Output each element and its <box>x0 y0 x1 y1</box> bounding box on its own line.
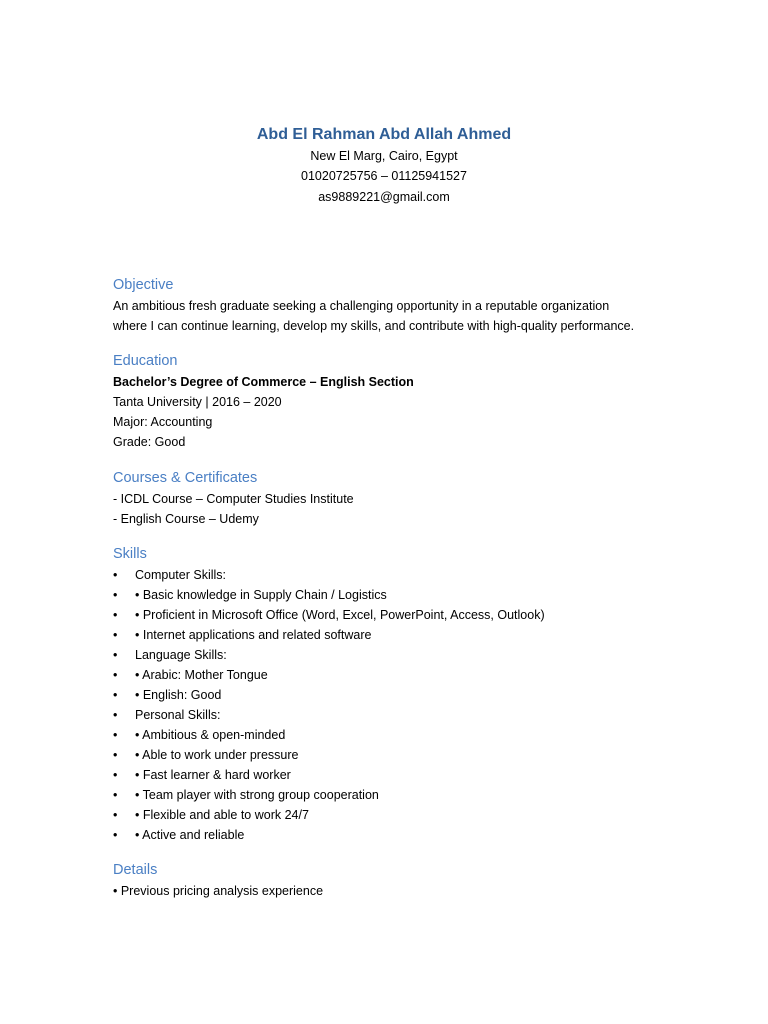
bullet-icon: • <box>113 808 118 822</box>
courses-section <box>113 467 673 529</box>
candidate-name: Abd El Rahman Abd Allah Ahmed <box>256 126 512 143</box>
skill-item <box>113 625 673 645</box>
skill-item <box>113 605 673 625</box>
address-text: New El Marg, Cairo, Egypt <box>310 149 458 163</box>
bullet-icon: • <box>113 688 118 702</box>
skill-item <box>113 665 673 685</box>
objective-section <box>113 274 673 336</box>
skill-text: • Team player with strong group cooperation <box>135 788 379 802</box>
major-text: Major: Accounting <box>113 415 213 429</box>
skills-heading: Skills <box>113 546 147 562</box>
education-heading: Education <box>113 353 178 369</box>
bullet-icon: • <box>113 748 118 762</box>
skill-item <box>113 705 673 725</box>
bullet-icon: • <box>113 568 118 582</box>
skills-section <box>113 543 673 845</box>
bullet-icon: • <box>113 588 118 602</box>
skill-item <box>113 565 673 585</box>
skill-item <box>113 645 673 665</box>
objective-line: An ambitious fresh graduate seeking a challenging opportunity in a reputable organization <box>113 299 610 313</box>
skill-text: • Basic knowledge in Supply Chain / Logistics <box>135 588 387 602</box>
skill-text: • English: Good <box>135 688 222 702</box>
bullet-icon: • <box>113 768 118 782</box>
skill-item <box>113 825 673 845</box>
skill-item <box>113 765 673 785</box>
university-text: Tanta University | 2016 – 2020 <box>113 395 282 409</box>
course-item: - ICDL Course – Computer Studies Institute <box>113 492 354 506</box>
bullet-icon: • <box>113 728 118 742</box>
skill-text: Computer Skills: <box>135 568 226 582</box>
skill-text: • Proficient in Microsoft Office (Word, Excel, PowerPoint, Access, Outlook) <box>135 608 545 622</box>
skill-text: • Arabic: Mother Tongue <box>135 668 268 682</box>
bullet-icon: • <box>113 668 118 682</box>
skill-text: • Fast learner & hard worker <box>135 768 291 782</box>
bullet-icon: • <box>113 828 118 842</box>
degree-text: Bachelor’s Degree of Commerce – English Section <box>113 375 414 389</box>
skill-item <box>113 585 673 605</box>
grade-text: Grade: Good <box>113 435 186 449</box>
skill-text: • Able to work under pressure <box>135 748 299 762</box>
skill-text: • Flexible and able to work 24/7 <box>135 808 309 822</box>
skill-item <box>113 745 673 765</box>
bullet-icon: • <box>113 648 118 662</box>
education-section <box>113 350 673 452</box>
skill-text: Personal Skills: <box>135 708 221 722</box>
skill-text: • Internet applications and related software <box>135 628 372 642</box>
bullet-icon: • <box>113 708 118 722</box>
details-item: • Previous pricing analysis experience <box>113 884 324 898</box>
bullet-icon: • <box>113 608 118 622</box>
skill-item <box>113 725 673 745</box>
bullet-icon: • <box>113 788 118 802</box>
skill-text: • Ambitious & open-minded <box>135 728 286 742</box>
skill-text: Language Skills: <box>135 648 227 662</box>
course-item: - English Course – Udemy <box>113 512 259 526</box>
skill-item <box>113 785 673 805</box>
resume-header <box>0 124 768 207</box>
phone-text: 01020725756 – 01125941527 <box>301 169 467 184</box>
details-section <box>113 859 673 901</box>
skill-item <box>113 805 673 825</box>
details-heading: Details <box>113 862 158 878</box>
email-text: as9889221@gmail.com <box>318 189 450 204</box>
skills-list <box>113 565 673 845</box>
skill-text: • Active and reliable <box>135 828 245 842</box>
skill-item <box>113 685 673 705</box>
objective-heading: Objective <box>113 277 174 293</box>
courses-heading: Courses & Certificates <box>113 470 258 486</box>
bullet-icon: • <box>113 628 118 642</box>
objective-line: where I can continue learning, develop my skills, and contribute with high-quality performance. <box>113 319 635 333</box>
